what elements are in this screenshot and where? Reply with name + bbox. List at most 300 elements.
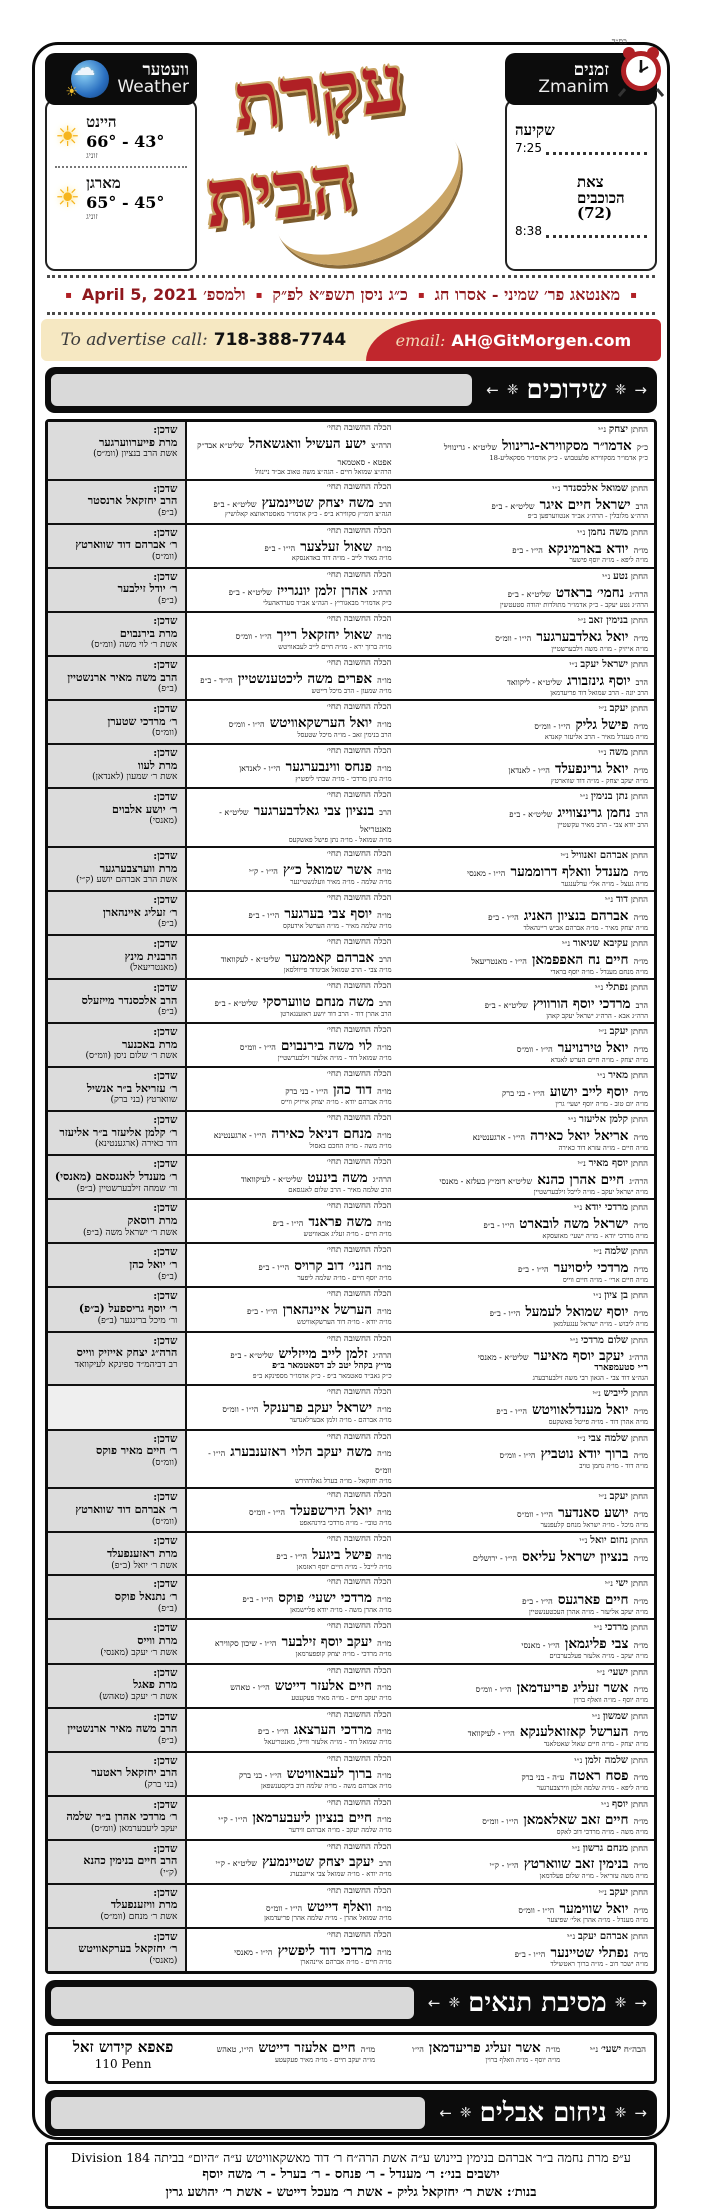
bride-intro: הכלה החשובה תחי׳ xyxy=(326,1621,392,1632)
bride-grandfathers: מו״ה חיים - מו״ה זעליג אבאוויטש xyxy=(303,1229,392,1238)
bride-grandfathers: מו״ה יעקב חיים - מו״ה מאיר פעקעטע xyxy=(291,1694,392,1703)
groom-father-name: פסח ראטה xyxy=(569,1768,629,1785)
shadchan-cell xyxy=(48,1665,187,1707)
today-label: היינט xyxy=(86,113,117,131)
arrow-icon: → xyxy=(634,2103,647,2122)
flourish-icon: ❈ xyxy=(614,382,627,398)
groom-grandfathers: מו״ה יצחק - מו״ה חיים הערש לאנדא xyxy=(550,1055,648,1064)
bride-grandfathers: הרב אהרן דוד - הרב דוד יושע ראזענגארטן xyxy=(280,1009,392,1018)
groom-name: משה נחמן xyxy=(588,526,629,538)
bride-intro: הכלה החשובה תחי׳ xyxy=(326,1753,392,1764)
groom-grandfathers: הרב יונה - הרב שמואל דוד פריעדמאן xyxy=(550,688,648,697)
shadchan-name: (מאנסי) xyxy=(149,816,178,827)
shidduch-row xyxy=(48,1154,654,1198)
dotted-rule xyxy=(47,312,655,315)
shadchan-name: ר׳ יוסף גריספעל (ב״פ) xyxy=(78,1302,178,1316)
shadchan-cell xyxy=(48,1244,187,1286)
bride-father-name: משה יעקב הלוי ראזענבערג xyxy=(230,1444,373,1461)
shidduch-row xyxy=(48,1795,654,1839)
shadchan-name: שווארטץ (בני ברק) xyxy=(110,1095,178,1106)
shadchan-cell xyxy=(48,569,187,611)
groom-intro: החתן ישעי׳ נ״י xyxy=(596,1666,648,1678)
groom-father-name: מרדכי יוסף הורוויץ xyxy=(532,995,631,1012)
bride-grandfathers: הרב שלמה מאיר - הרב שלום לאנגסאם xyxy=(288,1185,392,1194)
bride-cell: הכלה החשובה תחי׳ מו״ה פישל ביגעל הי״ו - ב״פ מו״ה לייבל - מו״ה חיים יוסף ראזמאן xyxy=(187,1533,405,1574)
bride-father-name: יואל הירשפעלד xyxy=(290,1503,373,1520)
shadchan-name: ר׳ אברהם דוד שווארטץ xyxy=(75,538,178,552)
shadchan-name: אשת ר׳ יעקב (מאנסי) xyxy=(100,1647,178,1658)
tnoim-row xyxy=(45,2032,657,2084)
groom-name: מנחם גרשון xyxy=(582,1842,629,1854)
bride-cell: הכלה החשובה תחי׳ מו״ה הערשל איינהארן הי״ו - ב״פ מו״ה יודא - מו״ה דוד הערשקאוויטש xyxy=(187,1288,405,1330)
shadchan-name: ר׳ זעליג איינהארן xyxy=(102,905,178,919)
groom-father-name: בנימין זאב שווארטץ xyxy=(523,1856,629,1873)
groom-cell: החתן יוסף מאיר נ״י הרה״ג חיים אהרן כהנא שליט״א דומ״ץ בעלזא - מאנסי מו״ה ישראל יעקב - מו״ה לייבל זילבערשטיין xyxy=(406,1156,654,1198)
masthead-logo xyxy=(197,37,505,271)
shadchan-name: (ב״פ) xyxy=(157,684,178,695)
groom-father-name: מענדל וואלף דרוממער xyxy=(510,863,629,880)
groom-grandfathers: הגה״צ דוד צבי - הגאון רבי משה זילבערבערג xyxy=(532,1373,648,1382)
bride-intro: הכלה החשובה תחי׳ xyxy=(326,790,392,801)
shidduch-row xyxy=(48,422,654,479)
bride-cell: הכלה החשובה תחי׳ מו״ה ברוך לעבאוויטש הי״ו - בני ברק מו״ה אברהם משה - מו״ה שלמה דוב ביקסענשפאן xyxy=(187,1753,405,1795)
groom-grandfathers: מו״ה אהרן דוד - מו״ה פייטל פאשקעס xyxy=(548,1418,648,1427)
groom-cell: החתן יוסף נ״י מו״ה חיים זאב שאלאמאן הי״ו - וומ״ס מו״ה משה - מו״ה מרדכי דוב לאקס xyxy=(406,1797,654,1839)
date-yiddish: מאנטאג פר׳ שמיני - אסרו חג xyxy=(434,285,621,304)
bride-cell: הכלה החשובה תחי׳ מו״ה חיים בנציון ליעבערמאן הי״ו - ק״י מו״ה שלמה יעקב - מו״ה אברהם ווידער xyxy=(187,1797,405,1839)
today-temp: 66° - 43° xyxy=(86,132,165,151)
groom-father-name: נחמן גרינצווייג xyxy=(557,804,631,821)
bride-grandfathers: מו״ה אברהם - מו״ה זלמן אבערלאנדער xyxy=(289,1416,392,1425)
shadchan-label: שדכן: xyxy=(153,1754,178,1767)
shadchan-name: אשת ר׳ ישראל משה (ב״פ) xyxy=(83,1227,178,1238)
zman-time: 7:25 xyxy=(515,140,542,155)
groom-cell: החתן מנחם גרשון נ״י מו״ה בנימין זאב שווארטץ הי״ו - ק״י מו״ה משה עזריאל - מו״ה שלום פעלדמאן xyxy=(406,1841,654,1883)
section-title xyxy=(486,377,647,403)
bride-father-name: דוד כהן xyxy=(333,1082,373,1099)
shidduch-row xyxy=(48,1487,654,1531)
bride-father-name: חנני׳ דוב קרויס xyxy=(294,1258,373,1275)
shadchan-cell xyxy=(48,848,187,890)
bachur-intro: הבה״ח ישעי׳ נ״י xyxy=(589,2043,646,2055)
shidduch-row xyxy=(48,1242,654,1286)
email-address: AH@GitMorgen.com xyxy=(451,330,632,350)
bride-grandfathers: מו״ה שמואל אהרן - מו״ה שלמה אהרן פריעדמאן xyxy=(264,1914,392,1923)
shadchan-name: הרב יחזקאל ארנסטר xyxy=(87,494,178,508)
dotted-rule xyxy=(47,275,655,278)
shadchan-name: הרב חיים בנימין כהנא xyxy=(83,1854,178,1868)
bride-cell: הכלה החשובה תחי׳ הרה״ג זלמן לייב מייזליש שליט״א - ב״פ מו״ץ בקהל יטב לב דסאטמאר ב״פ כ״ק גאב״ד סאטמאר ב״פ - כ״ק אדמו״ר מספינקא ב״פ xyxy=(187,1333,405,1385)
bride-grandfathers: מו״ה חיים - מו״ה אברהם איינהארן xyxy=(300,1958,392,1967)
weather-header xyxy=(45,53,197,105)
nichum-line-3: בנות׳: אשת ר׳ יחזקאל גליק - אשת ר׳ מעכל דייטש - אשת ר׳ יהושע גרין xyxy=(165,2184,537,2200)
groom-grandfathers: מו״ה יעקב - מו״ה אלעזר פעלבערבוים xyxy=(549,1652,648,1661)
tnoim-groom-cell: מו״ה אשר זעליג פריעדמאן הי״ו מו״ה יוסף - מו״ה וואלף ברוין xyxy=(385,2038,560,2064)
groom-intro: החתן יעקב נ״י xyxy=(598,1491,648,1503)
bride-grandfathers: מו״ה מאיר לייב - מו״ה דוד באדאנסקא xyxy=(291,554,392,563)
groom-father-name: אברהם בנציון האניג xyxy=(523,907,629,924)
zmanim-box xyxy=(505,53,657,271)
shidduch-row xyxy=(48,699,654,743)
shidduch-row xyxy=(48,567,654,611)
bride-grandfathers: מו״ה יוסף חיים - מו״ה שלמה ליפער xyxy=(297,1274,392,1282)
shadchan-label: שדכן: xyxy=(153,850,178,863)
groom-intro: החתן יוסף נ״י xyxy=(601,1798,648,1810)
groom-cell: החתן ישעי׳ נ״י מו״ה אשר זעליג פריעדמאן הי״ו - וומ״ס מו״ה יוסף - מו״ה וואלף ברוין xyxy=(406,1665,654,1707)
nichum-line-1: ע״פ מרת נחמה ב״ר אברהם בנימין ביינוש ע״ה אשת הרה״ח ר׳ דוד מאשקאוויטש ע״ה ״היום״ בביתה 184 Division xyxy=(71,2149,631,2165)
groom-father-name: פישל גליק xyxy=(575,716,629,733)
tomorrow-desc: זוניג xyxy=(86,212,98,221)
bride-intro: הכלה החשובה תחי׳ xyxy=(326,746,392,757)
bride-cell: הכלה החשובה תחי׳ מו״ה מנחם דניאל כאירה הי״ו - ארגענטינא מו״ה משה - מו״ה החכם באסול xyxy=(187,1112,405,1154)
zman-shkia xyxy=(515,123,647,155)
bride-intro: הכלה החשובה תחי׳ xyxy=(326,1709,392,1720)
bride-intro: הכלה החשובה תחי׳ xyxy=(326,613,392,624)
bride-intro: הכלה החשובה תחי׳ xyxy=(326,1069,392,1080)
groom-father-name: ישראל חיים איגר xyxy=(539,496,631,513)
shadchan-name: הרב משה מאיר ארנשטיין xyxy=(67,1722,178,1736)
groom-intro: החתן ישי נ״י xyxy=(604,1578,648,1590)
groom-cell: החתן אברהם זאנוויל נ״י מו״ה מענדל וואלף דרוממער הי״ו - מאנסי מו״ה געצל - מו״ה אלי׳ ערלענגער xyxy=(406,848,654,890)
groom-grandfathers: מו״ה יעקב אליעזר - מו״ה אהרן העכטענשטיין xyxy=(529,1607,648,1616)
groom-intro: החתן שלמה צבי נ״י xyxy=(577,1432,648,1444)
shidduch-row xyxy=(48,1384,654,1428)
groom-father-name: מרדכי ליסויער xyxy=(553,1260,629,1277)
bride-cell: הכלה החשובה תחי׳ הרב משה מנחם טווערסקי שליט״א - ב״פ הרב אהרן דוד - הרב דוד יושע ראזענגארטן xyxy=(187,980,405,1022)
groom-intro: החתן נחום יואל נ״י xyxy=(579,1535,648,1547)
shidduch-row xyxy=(48,655,654,699)
shidduch-row xyxy=(48,1331,654,1385)
shadchan-cell xyxy=(48,1576,187,1618)
shadchan-cell xyxy=(48,613,187,655)
shadchan-cell xyxy=(48,745,187,787)
bride-father-name: מרדכי ישעי׳ פוקס xyxy=(278,1590,373,1607)
groom-grandfathers: מו״ה אייזיק - מו״ה משה וילבערשטיין xyxy=(551,644,648,653)
groom-name: מרדכי יודא xyxy=(584,1202,629,1214)
weather-box xyxy=(45,53,197,271)
weather-tomorrow xyxy=(55,172,187,223)
groom-cell: החתן נחום יואל נ״י מו״ה בנציון ישראל עליאס הי״ו - ירושלים xyxy=(406,1533,654,1574)
groom-grandfathers: הרב יודא צבי - הרב מאיר עקשטיין xyxy=(557,820,648,829)
groom-cell: החתן יעקב נ״י מו״ה יושע סאנדער הי״ו - וומ״ס מו״ה מיכל - מו״ה ישראל מנחם קלעפנער xyxy=(406,1489,654,1531)
bride-grandfathers: כ״ק גאב״ד סאטמאר ב״פ - כ״ק אדמו״ר מספינקא ב״פ xyxy=(252,1371,392,1380)
groom-name: בנימין זאב xyxy=(588,614,629,626)
bride-father-name: יוסף צבי בערגער xyxy=(284,905,373,922)
groom-grandfathers: מו״ה ישראל יעקב - מו״ה לייבל זילבערשטיין xyxy=(533,1187,648,1196)
date-english-prefix: ולמספ׳ xyxy=(203,285,246,304)
bride-grandfathers: מו״ה שמואל - מו״ה נתן פישל פאשקעס xyxy=(288,835,392,844)
groom-father-name: יואל מענדלאוויטש xyxy=(532,1402,629,1419)
groom-intro: החתן שלמה נ״י xyxy=(593,1246,648,1258)
flourish-icon: ❈ xyxy=(448,1994,461,2011)
tnoim-title: מסיבת תנאים xyxy=(468,1987,607,2018)
bride-father-name: יעקב יצחק שטיינמעץ xyxy=(262,1854,375,1871)
bride-intro: הכלה החשובה תחי׳ xyxy=(326,1577,392,1588)
shadchan-cell xyxy=(48,980,187,1022)
bride-intro: הכלה החשובה תחי׳ xyxy=(326,1841,392,1852)
groom-father-name: נפתלי שטיינער xyxy=(550,1944,629,1961)
groom-father-name: יוסף שמואל לעמעל xyxy=(525,1304,629,1321)
bride-grandfathers: מו״ה יחזקאל - מו״ה בערל גאלדהירש xyxy=(295,1476,392,1485)
groom-name: אברהם יעקב xyxy=(577,1930,629,1942)
bride-cell: הכלה החשובה תחי׳ מו״ה חנני׳ דוב קרויס הי״ו - ב״פ מו״ה יוסף חיים - מו״ה שלמה ליפער xyxy=(187,1244,405,1286)
bride-cell: הכלה החשובה תחי׳ הרה״צ ישע העשיל וואגשאהל שליט״א אבד״ק אפטא - סאטמאר הרה״צ שמואל חיים - הגה״צ משה טאוב אב״ד ניינוול xyxy=(187,422,405,479)
groom-cell: החתן קלמן אליעזר נ״י מו״ה אריאל יואל כאירה הי״ו - ארגענטינא מו״ה חיים - מו״ה עזרא דוד כאירה xyxy=(406,1112,654,1154)
shadchan-name: אשת ר׳ מנחם (וומ״ס) xyxy=(100,1911,178,1922)
bride-father-name: שאול יחזקאל רייך xyxy=(276,626,373,643)
shidduch-row xyxy=(48,787,654,846)
shadchan-name: מרת ראזענפעלד xyxy=(106,1546,178,1560)
shadchan-name: (ב״פ) xyxy=(157,919,178,930)
bride-grandfathers: מו״ה שלמה יעקב - מו״ה אברהם ווידער xyxy=(288,1826,392,1835)
groom-grandfathers: הרה״צ מלובלין - הרה״ג אב״ד אנטווערפען ב״פ xyxy=(527,512,648,521)
shadchan-name: הרב יחזקאל ראטער xyxy=(91,1766,178,1780)
groom-intro: החתן לייביש נ״י xyxy=(592,1388,648,1400)
bride-intro: הכלה החשובה תחי׳ xyxy=(326,937,392,948)
today-desc: זוניג xyxy=(86,151,98,160)
groom-father-name: ברוך יודא נוטביץ xyxy=(540,1446,629,1463)
shadchan-name: אשת ר׳ שלום ניסן (וומ״ס) xyxy=(85,1051,178,1062)
shadchan-cell xyxy=(48,701,187,743)
shadchan-name: אשת ר׳ יעקב (טאהש) xyxy=(99,1691,178,1702)
groom-grandfathers: מו״ה ליפא - מו״ה שלמה זלמן ווירצבערגער xyxy=(536,1784,648,1793)
bride-grandfathers: מו״ה טובי׳ - מו״ה מרדכי בירנהאפט xyxy=(299,1518,392,1527)
groom-intro: החתן יעקב נ״י xyxy=(598,1886,648,1898)
groom-father-name: אשר זעליג פריעדמאן xyxy=(428,2039,541,2056)
groom-name: משה xyxy=(609,747,629,759)
shadchan-name: (ב״פ) xyxy=(157,1007,178,1018)
zmanim-title-english: Zmanim xyxy=(538,77,609,97)
shadchan-name: (ק״י) xyxy=(159,1867,178,1878)
shidduch-row xyxy=(48,1927,654,1971)
shidduch-row xyxy=(48,1707,654,1751)
shadchan-name: ר׳ יודל זילבער xyxy=(117,582,178,596)
bride-grandfathers: הרה״צ שמואל חיים - הגה״צ משה טאוב אב״ד ניינוול xyxy=(254,468,392,477)
shidduch-row xyxy=(48,1839,654,1883)
shadchan-name: ור׳ מיכל ברינגער (ב״פ) xyxy=(97,1315,178,1326)
bride-intro: הכלה החשובה תחי׳ xyxy=(326,1534,392,1545)
groom-name: יעקב xyxy=(609,1491,629,1503)
groom-cell: החתן דוד נ״י מו״ה אברהם בנציון האניג הי״ו - ב״פ מו״ה יצחק מאיר - מו״ה אברהם אביש ריינהאלד xyxy=(406,892,654,934)
shadchan-cell xyxy=(48,1797,187,1839)
groom-father-name: אשר זעליג פריעדמאן xyxy=(516,1680,629,1697)
shadchan-name: ר׳ מרדכי שטערן xyxy=(107,714,178,728)
bride-cell: הכלה החשובה תחי׳ מו״ה מרדכי הערצאג הי״ו - ב״פ מו״ה שמואל דוד - מו״ה אלעזר ווייל, מאנטריעאל xyxy=(187,1709,405,1751)
groom-intro: החתן מנחם גרשון נ״י xyxy=(571,1842,648,1854)
shidduch-row xyxy=(48,1429,654,1488)
groom-cell: החתן יצחק נ״י כ״ק אדמו״ר מסקווירא-גרינוול שליט״א - גרינוויל כ״ק אדמו״ר מסקווירא פלעטבוש - כ״ק אדמו״ר מסקאליע-18 xyxy=(406,422,654,479)
groom-father-name: אדמו״ר מסקווירא-גרינוול xyxy=(502,437,632,454)
groom-grandfathers: מו״ה יוסף - מו״ה וואלף ברוין xyxy=(573,1696,648,1705)
bride-grandfathers: הגה״צ דומ״ץ סקווירא ב״פ - כ״ק אדמו״ר מאסטראווצא קאלושיץ xyxy=(225,510,392,519)
email-area xyxy=(366,319,661,361)
groom-name: יוסף מאיר xyxy=(588,1158,629,1170)
bride-grandfathers: מו״ה שלמה - מו״ה מאיר וועלנשטיינער xyxy=(290,877,392,886)
bride-intro: הכלה החשובה תחי׳ xyxy=(326,1333,392,1344)
shadchan-name: מרת ווייס xyxy=(137,1634,178,1647)
bride-intro: הכלה החשובה תחי׳ xyxy=(326,569,392,580)
bride-father-name: משה בינעט xyxy=(307,1170,368,1187)
groom-name: מאיר xyxy=(608,1070,629,1082)
bride-father-name: משה מנחם טווערסקי xyxy=(262,993,375,1010)
shadchan-label: שדכן: xyxy=(153,1622,178,1635)
tomorrow-temp: 65° - 45° xyxy=(86,193,165,212)
groom-grandfathers: מו״ה דוד - מו״ה נחמן טויב xyxy=(579,1462,648,1471)
groom-intro: החתן נטע נ״י xyxy=(602,570,648,582)
bride-intro: הכלה החשובה תחי׳ xyxy=(326,423,392,433)
groom-intro: החתן שמואל אלכסנדר נ״י xyxy=(552,482,648,494)
bride-grandfathers: מו״ה יעקב חיים - מו״ה מאיר פעקעטע xyxy=(274,2055,376,2064)
bride-cell: הכלה החשובה תחי׳ מו״ה אשר שמואל כ״ץ הי״ו - ק״י מו״ה שלמה - מו״ה מאיר וועלנשטיינער xyxy=(187,848,405,890)
bride-cell: הכלה החשובה תחי׳ הרה״ג משה בינעט שליט״א - לעיקוואוד הרב שלמה מאיר - הרב שלום לאנגסאם xyxy=(187,1156,405,1198)
bride-grandfathers: מו״ה יודא - מו״ה דוד הערשקאוויטש xyxy=(296,1318,392,1327)
shidduch-row xyxy=(48,611,654,655)
tnoim-section-header xyxy=(45,1980,657,2026)
groom-intro: החתן מאיר נ״י xyxy=(597,1070,648,1082)
groom-intro: החתן יעקב נ״י xyxy=(598,1026,648,1038)
shadchan-label: שדכן: xyxy=(153,938,178,951)
bride-grandfathers: מו״ה מרדכי - מו״ה יצחק קופפערמאן xyxy=(295,1650,392,1659)
zmanim-title-hebrew: זמנים xyxy=(573,59,609,80)
groom-cell: החתן בנימין זאב נ״י מו״ה יואל גאלדבערגער הי״ו - וומ״ס מו״ה אייזיק - מו״ה משה וילבערשטיין xyxy=(406,613,654,655)
bride-cell: הכלה החשובה תחי׳ מו״ה פנחס ווינבערגער הי״ו - לאנדאן מו״ה נתן מרדכי - מו״ה שבתי ליפשיץ xyxy=(187,745,405,787)
groom-father-name: יושע סאנדער xyxy=(558,1505,629,1522)
groom-grandfathers: הרה״ג נטע יעקב - כ״ק אדמו״ר מתולדות יהודה סטעטשין xyxy=(500,600,648,609)
shadchan-label: שדכן: xyxy=(153,1710,178,1723)
weather-body xyxy=(45,99,197,271)
shadchan-cell xyxy=(48,1489,187,1531)
bride-intro: הכלה החשובה תחי׳ xyxy=(326,1245,392,1256)
shidduch-row xyxy=(48,1618,654,1662)
groom-father-name: בנציון ישראל עליאס xyxy=(522,1549,629,1566)
groom-intro: החתן שלמה זלמן נ״י xyxy=(574,1754,648,1766)
logo-word-1: עקרת xyxy=(228,37,410,150)
bride-father-name: ישע העשיל וואגשאהל xyxy=(248,435,367,452)
groom-grandfathers: מו״ה יום טוב - מו״ה יוסף ישעי׳ גרין xyxy=(555,1099,648,1108)
shadchan-label: שדכן: xyxy=(153,659,178,672)
groom-cell: החתן נטע נ״י הרה״ג נחמי׳ בראדט שליט״א - ב״פ הרה״ג נטע יעקב - כ״ק אדמו״ר מתולדות יהודה סטעטשין xyxy=(406,569,654,611)
bride-grandfathers: מו״ה אהרן משה - מו״ה יודא פליישמאן xyxy=(290,1605,392,1614)
weather-divider xyxy=(55,166,187,168)
bride-grandfathers: מו״ה שמואל דוד - מו״ה אלעזר זילבערשטיין xyxy=(277,1053,392,1062)
shadchan-label: שדכן: xyxy=(153,703,178,716)
shadchan-label: שדכן: xyxy=(153,1491,178,1504)
groom-name: מרדכי xyxy=(604,1622,629,1634)
arrow-icon: ← xyxy=(439,2103,452,2122)
shadchan-name: אשת הרב בנציון (וומ״ס) xyxy=(93,449,178,460)
bride-intro: הכלה החשובה תחי׳ xyxy=(326,1665,392,1676)
shadchan-name: ר׳ מענדל לאנגסאם (מאנסי) xyxy=(54,1169,178,1183)
bride-intro: הכלה החשובה תחי׳ xyxy=(326,1929,392,1940)
shadchan-name: אשת ר׳ יואל (ב״פ) xyxy=(111,1560,178,1571)
bride-cell: הכלה החשובה תחי׳ מו״ה יוסף צבי בערגער הי״ו - ב״פ מו״ה שלמה מאיר - מו״ה הערשל אידעקס xyxy=(187,892,405,934)
shadchan-cell xyxy=(48,1068,187,1110)
venue-address: 110 Penn xyxy=(94,2056,152,2071)
shadchan-name: ר׳ חיים מאיר פוקס xyxy=(96,1444,178,1458)
groom-father-name: חיים זאב שאלאמאן xyxy=(523,1812,629,1829)
shadchan-label: שדכן: xyxy=(153,1842,178,1855)
groom-name: נחום יואל xyxy=(590,1535,629,1547)
groom-intro: החתן דוד נ״י xyxy=(604,894,648,906)
weather-title-yiddish: וועטער xyxy=(142,59,189,80)
bride-intro: הכלה החשובה תחי׳ xyxy=(326,893,392,904)
groom-cell: החתן בן ציון נ״י מו״ה יוסף שמואל לעמעל הי״ו - ב״פ מו״ה ליבוש - מו״ה ישראל ענגעלמאן xyxy=(406,1288,654,1330)
groom-cell: החתן ישראל יעקב נ״י הרב יוסף גינזבורג שליט״א - ליקוואד הרב יונה - הרב שמואל דוד פריעדמאן xyxy=(406,657,654,699)
arrow-icon: ← xyxy=(427,1993,441,2012)
zmanim-header xyxy=(505,53,657,105)
bsd-text: בס״ד xyxy=(611,37,627,46)
groom-name: לייביש xyxy=(603,1388,629,1400)
groom-intro: החתן קלמן אליעזר נ״י xyxy=(568,1114,648,1126)
groom-grandfathers: מו״ה יצחק מאיר - מו״ה אברהם אביש ריינהאלד xyxy=(523,923,648,932)
shadchan-cell xyxy=(48,1333,187,1385)
bride-cell: הכלה החשובה תחי׳ מו״ה יואל הירשפעלד הי״ו - וומ״ס מו״ה טובי׳ - מו״ה מרדכי בירנהאפט xyxy=(187,1489,405,1531)
shadchan-name: (ב״פ) xyxy=(157,1735,178,1746)
shadchan-name: ר׳ נתנאל פוקס xyxy=(114,1589,178,1603)
weather-today xyxy=(55,111,187,162)
groom-grandfathers: מו״ה יעקב יצחק - מו״ה דוד שווארטץ xyxy=(551,776,648,785)
bride-father-name: אפרים משה ליכטענשטיין xyxy=(237,670,373,687)
bride-father-name: ישראל יעקב פרענקל xyxy=(263,1400,373,1417)
groom-intro: החתן משה נחמן נ״י xyxy=(577,526,648,538)
groom-father-name: יואל גאלדבערגער xyxy=(536,628,629,645)
bride-intro: הכלה החשובה תחי׳ xyxy=(326,981,392,992)
section-blank-box xyxy=(51,374,472,406)
groom-cell: החתן שלמה צבי נ״י מו״ה ברוך יודא נוטביץ הי״ו - וומ״ס מו״ה דוד - מו״ה נחמן טויב xyxy=(406,1431,654,1488)
bride-father-name: שאול זעלצער xyxy=(300,538,373,555)
shadchan-name: (מאנטריעאל) xyxy=(129,963,178,974)
shadchan-name: אשת ר׳ שמעון (לאנדאן) xyxy=(92,772,178,783)
shadchan-cell xyxy=(48,892,187,934)
groom-grandfathers: מו״ה יצחק - מו״ה חיים שאול שאטלאנד xyxy=(543,1740,648,1749)
groom-name: שלום מרדכי xyxy=(580,1334,629,1346)
arrow-icon: → xyxy=(634,381,647,399)
shadchan-cell xyxy=(48,1431,187,1488)
bride-father-name: הערשל איינהארן xyxy=(282,1302,373,1319)
shadchan-label: שדכן: xyxy=(153,894,178,907)
shidduch-row xyxy=(48,1751,654,1795)
bride-father-name: לוי משה בירנבוים xyxy=(280,1037,373,1054)
groom-cell: החתן נפתלי נ״י הרב מרדכי יוסף הורוויץ שליט״א - ב״פ הרה״ג אבא - הרה״ג ישראל יעקב קאהן xyxy=(406,980,654,1022)
bride-father-name: מנחם דניאל כאירה xyxy=(271,1126,373,1143)
groom-name: שמואל אלכסנדר xyxy=(563,482,629,494)
bride-grandfathers: מו״ה שמעון - הרב מיכל דייטש xyxy=(311,686,392,695)
groom-name: ישראל יעקב xyxy=(580,659,629,671)
bride-grandfathers: הרב בנימין זאב - מו״ה מיכל שטעסל xyxy=(297,730,392,739)
shidduch-row xyxy=(48,523,654,567)
bride-father-name: פנחס ווינבערגער xyxy=(285,758,373,775)
groom-intro: החתן שלום מרדכי נ״י xyxy=(569,1334,648,1346)
bride-intro: הכלה החשובה תחי׳ xyxy=(326,481,392,492)
shadchan-name: (וומ״ס) xyxy=(151,552,178,563)
groom-grandfathers: מו״ה מענדל - מו״ה אהרן אלי׳ שפיצער xyxy=(547,1916,648,1925)
groom-intro: החתן בנימין זאב נ״י xyxy=(577,614,648,626)
shadchan-name: ר׳ אברהם דוד שווארטץ xyxy=(75,1502,178,1516)
shadchan-cell xyxy=(48,789,187,846)
shadchan-label: שדכן: xyxy=(153,791,178,804)
shadchan-label: שדכן: xyxy=(153,1290,178,1303)
advertise-area xyxy=(41,319,366,361)
shadchan-label: שדכן: xyxy=(153,424,178,436)
bride-cell: הכלה החשובה תחי׳ מו״ה דוד כהן הי״ו - בני ברק מו״ה אברהם יודא - מו״ה יצחק אייזיק ווייס xyxy=(187,1068,405,1110)
groom-grandfathers: מו״ה מיכל - מו״ה ישראל מנחם קלעפנער xyxy=(540,1520,648,1529)
shadchan-name: אשת הרב אברהם יושע (ק״י) xyxy=(76,875,178,886)
zman-label: צאת הכוכבים (72) xyxy=(577,172,625,223)
groom-father-name: ישראל משה לובארט xyxy=(519,1216,629,1233)
bachur-name: ישעי׳ xyxy=(600,2043,622,2055)
groom-intro: החתן ישראל יעקב נ״י xyxy=(569,659,648,671)
groom-cell: החתן נתן בנימין נ״י הרב נחמן גרינצווייג שליט״א - ב״פ הרב יודא צבי - הרב מאיר עקשטיין xyxy=(406,789,654,846)
